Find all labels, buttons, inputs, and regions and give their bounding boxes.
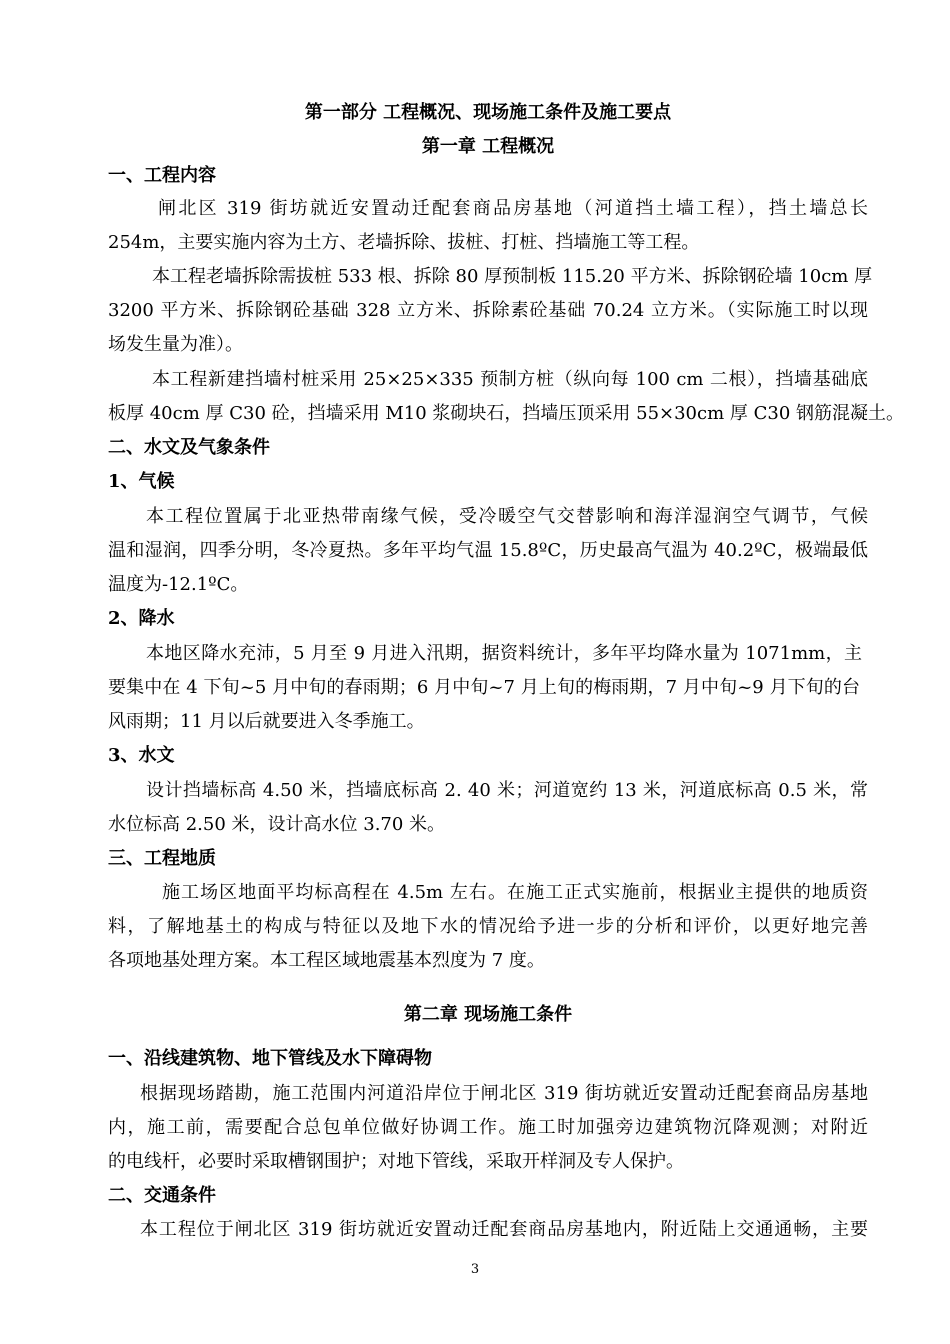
- paragraph-line: 本地区降水充沛，5 月至 9 月进入汛期，据资料统计，多年平均降水量为 1071mm，主: [146, 643, 862, 664]
- paragraph-line: 各项地基处理方案。本工程区域地震基本烈度为 7 度。: [108, 950, 545, 971]
- page-number: 3: [470, 1262, 480, 1277]
- paragraph-line: 温度为-12.1ºC。: [108, 574, 249, 595]
- paragraph-line: 内，施工前，需要配合总包单位做好协调工作。施工时加强旁边建筑物沉降观测；对附近: [108, 1117, 868, 1138]
- paragraph-line: 水位标高 2.50 米，设计高水位 3.70 米。: [108, 814, 446, 835]
- section-heading-geology: 三、工程地质: [108, 848, 216, 869]
- paragraph-line: 本工程位置属于北亚热带南缘气候，受冷暖空气交替影响和海洋湿润空气调节，气候: [146, 506, 868, 527]
- paragraph-line: 温和湿润，四季分明，冬冷夏热。多年平均气温 15.8ºC，历史最高气温为 40.2ºC，极端最低: [108, 540, 868, 561]
- paragraph-line: 闸北区 319 街坊就近安置动迁配套商品房基地（河道挡土墙工程），挡土墙总长: [158, 198, 868, 219]
- paragraph-line: 的电线杆，必要时采取槽钢围护；对地下管线，采取开样洞及专人保护。: [108, 1151, 684, 1172]
- chapter-1-title: 第一章 工程概况: [421, 136, 555, 157]
- paragraph-line: 本工程位于闸北区 319 街坊就近安置动迁配套商品房基地内，附近陆上交通通畅，主要: [140, 1219, 868, 1240]
- paragraph-line: 设计挡墙标高 4.50 米，挡墙底标高 2. 40 米；河道宽约 13 米，河道底标高 0.5 米，常: [146, 780, 868, 801]
- section-heading-hydrology: 二、水文及气象条件: [108, 437, 270, 458]
- chapter-2-title: 第二章 现场施工条件: [403, 1004, 573, 1025]
- paragraph-line: 施工场区地面平均标高程在 4.5m 左右。在施工正式实施前，根据业主提供的地质资: [162, 882, 868, 903]
- paragraph-line: 3200 平方米、拆除钢砼基础 328 立方米、拆除素砼基础 70.24 立方米。（实际施工时以现: [108, 300, 868, 321]
- paragraph-line: 要集中在 4 下旬~5 月中旬的春雨期；6 月中旬~7 月上旬的梅雨期，7 月中旬~9 月下旬的台: [108, 677, 860, 698]
- subsection-heading-precipitation: 2、降水: [108, 608, 175, 629]
- paragraph-line: 根据现场踏勘，施工范围内河道沿岸位于闸北区 319 街坊就近安置动迁配套商品房基地: [140, 1083, 868, 1104]
- paragraph-line: 板厚 40cm 厚 C30 砼，挡墙采用 M10 浆砌块石，挡墙压顶采用 55×30cm 厚 C30 钢筋混凝土。: [108, 403, 904, 424]
- subsection-heading-climate: 1、气候: [108, 471, 175, 492]
- section-heading-project-content: 一、工程内容: [108, 165, 216, 186]
- paragraph-line: 本工程新建挡墙村桩采用 25×25×335 预制方桩（纵向每 100 cm 二根），挡墙基础底: [152, 369, 868, 390]
- section-heading-traffic: 二、交通条件: [108, 1185, 216, 1206]
- section-heading-buildings-pipelines: 一、沿线建筑物、地下管线及水下障碍物: [108, 1048, 432, 1069]
- paragraph-line: 风雨期；11 月以后就要进入冬季施工。: [108, 711, 425, 732]
- part-title: 第一部分 工程概况、现场施工条件及施工要点: [304, 102, 672, 123]
- paragraph-line: 料，了解地基土的构成与特征以及地下水的情况给予进一步的分析和评价，以更好地完善: [108, 916, 868, 937]
- paragraph-line: 本工程老墙拆除需拔桩 533 根、拆除 80 厚预制板 115.20 平方米、拆除钢砼墙 10cm 厚: [152, 266, 873, 287]
- paragraph-line: 254m，主要实施内容为土方、老墙拆除、拔桩、打桩、挡墙施工等工程。: [108, 232, 700, 253]
- subsection-heading-hydrology: 3、水文: [108, 745, 175, 766]
- paragraph-line: 场发生量为准）。: [108, 334, 243, 355]
